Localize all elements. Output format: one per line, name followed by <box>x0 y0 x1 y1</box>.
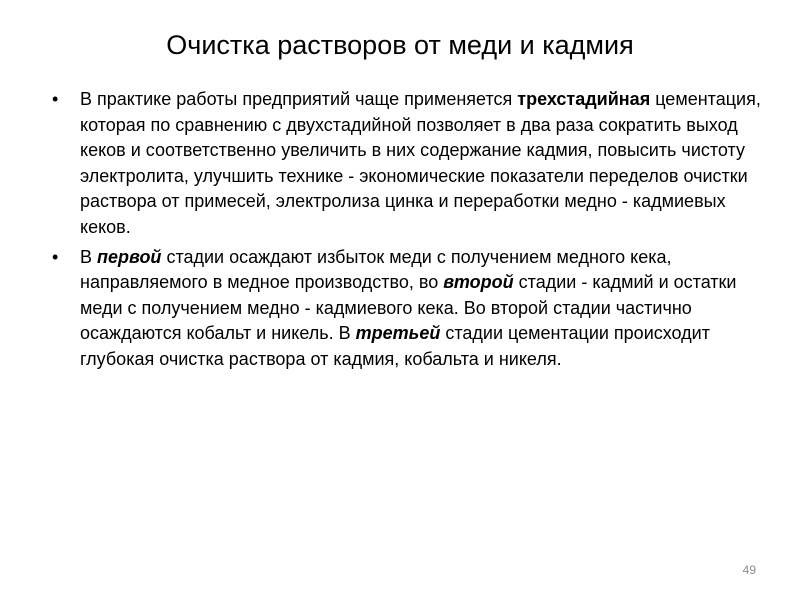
bullet-2-emphasis-first: первой <box>97 246 162 267</box>
bullet-item-1 <box>48 87 768 241</box>
bullet-2-text-part-1: В <box>80 246 98 267</box>
slide-title: Очистка растворов от меди и кадмия <box>166 30 634 60</box>
bullet-marker: • <box>52 89 59 109</box>
bullet-1-bold-term: трехстадийная <box>517 89 651 109</box>
bullet-1-text-part-1: В практике работы предприятий чаще применяется <box>80 89 518 109</box>
bullet-2-text-part-2: стадии осаждают избыток меди с получением медного кека, направляемого в медное производство, во <box>80 246 672 293</box>
slide-body <box>48 87 768 377</box>
bullet-2-text-part-3: стадии - кадмий и остатки меди с получением медно - кадмиевого кека. Во второй стадии частично осаждаются кобальт и никель. В <box>80 272 737 344</box>
bullet-item-2 <box>48 245 768 373</box>
page-number: 49 <box>742 563 756 577</box>
bullet-2-emphasis-second: второй <box>443 272 514 293</box>
bullet-1-text-part-2: цементация, которая по сравнению с двухстадийной позволяет в два раза сократить выход кеков и соответственно увеличить в них содержание кадмия, повысить чистоту электролита, улучшить технике - экономические показатели переделов очистки раствора от примесей, электролиза цинка и переработки медно - кадмиевых кеков. <box>80 89 761 237</box>
bullet-2-emphasis-third: третьей <box>355 323 441 344</box>
bullet-marker: • <box>52 246 59 267</box>
bullet-2-text-part-4: стадии цементации происходит глубокая очистка раствора от кадмия, кобальта и никеля. <box>80 323 710 369</box>
